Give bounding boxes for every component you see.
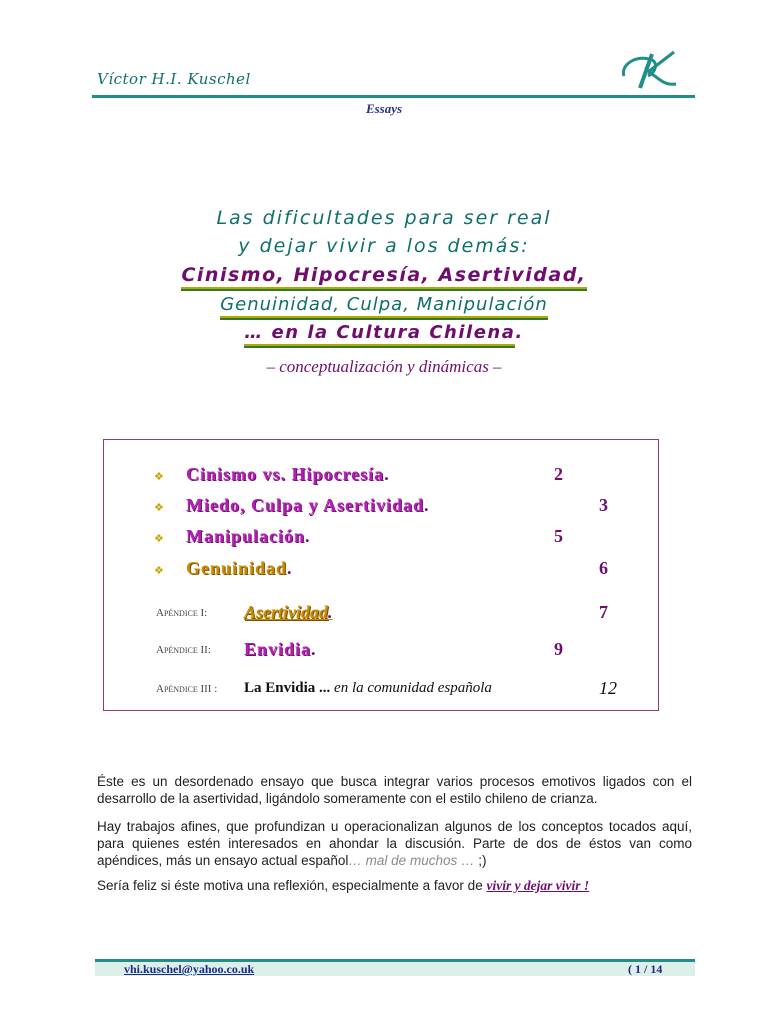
header-rule	[92, 95, 695, 98]
table-of-contents	[103, 439, 659, 711]
appendix-title: Envidia.	[244, 639, 317, 659]
diamond-bullet-icon: ❖	[154, 533, 164, 545]
toc-page: 5	[554, 526, 563, 546]
toc-item[interactable]	[104, 464, 658, 490]
toc-page: 3	[599, 495, 608, 515]
toc-label: Miedo, Culpa y Asertividad.	[186, 495, 430, 515]
vivir-link[interactable]: vivir y dejar vivir !	[486, 878, 590, 893]
toc-item[interactable]	[104, 495, 658, 521]
appendix-title: La Envidia ... en la comunidad española	[244, 680, 492, 696]
k-logo-icon	[618, 46, 680, 94]
toc-page: 9	[554, 639, 563, 659]
appendix-tag: Apéndice III :	[156, 683, 218, 695]
section-label: Essays	[365, 101, 403, 116]
subtitle: – conceptualización y dinámicas –	[266, 357, 502, 376]
title-line-2: y dejar vivir a los demás:	[238, 235, 530, 257]
title-line-5: … en la Cultura Chilena.	[0, 322, 768, 343]
toc-label: Genuinidad.	[186, 558, 293, 578]
intro-paragraph-2: Hay trabajos afines, que profundizan u operacionalizan algunos de los conceptos tocados aquí, para quienes estén interesados en ahondar la discusión. Parte de dos de éstos van como apéndices, más un ensayo actual español… mal de muchos … ;)	[97, 819, 692, 868]
diamond-bullet-icon: ❖	[154, 502, 164, 514]
title-line-4: Genuinidad, Culpa, Manipulación	[0, 294, 768, 315]
title-line-1: Las dificultades para ser real	[216, 207, 552, 229]
intro-paragraph-3: Sería feliz si éste motiva una reflexión, especialmente a favor de vivir y dejar vivir !	[97, 878, 590, 893]
toc-page: 7	[599, 602, 608, 622]
toc-appendix[interactable]	[104, 602, 658, 628]
title-line-3: Cinismo, Hipocresía, Asertividad,	[0, 264, 768, 286]
appendix-title: Asertividad.	[244, 602, 333, 622]
toc-page: 12	[599, 678, 617, 698]
toc-label: Manipulación.	[186, 526, 311, 546]
author-name: Víctor H.I. Kuschel	[97, 70, 251, 88]
appendix-tag: Apéndice I:	[156, 607, 208, 619]
toc-label: Cinismo vs. Hipocresía.	[186, 464, 390, 484]
toc-appendix[interactable]	[104, 639, 658, 665]
page-number: ( 1 / 14	[628, 962, 663, 976]
email-link[interactable]: vhi.kuschel@yahoo.co.uk	[124, 962, 255, 976]
diamond-bullet-icon: ❖	[154, 565, 164, 577]
diamond-bullet-icon: ❖	[154, 471, 164, 483]
intro-paragraph-1: Éste es un desordenado ensayo que busca integrar varios procesos emotivos ligados con el desarrollo de la asertividad, ligándolo someramente con el estilo chileno de crianza.	[97, 774, 692, 806]
toc-page: 6	[599, 558, 608, 578]
svg-text:K: K	[644, 67, 649, 74]
appendix-tag: Apéndice II:	[156, 644, 211, 656]
toc-item[interactable]	[104, 558, 658, 584]
toc-page: 2	[554, 464, 563, 484]
toc-item[interactable]	[104, 526, 658, 552]
toc-appendix[interactable]	[104, 678, 658, 704]
